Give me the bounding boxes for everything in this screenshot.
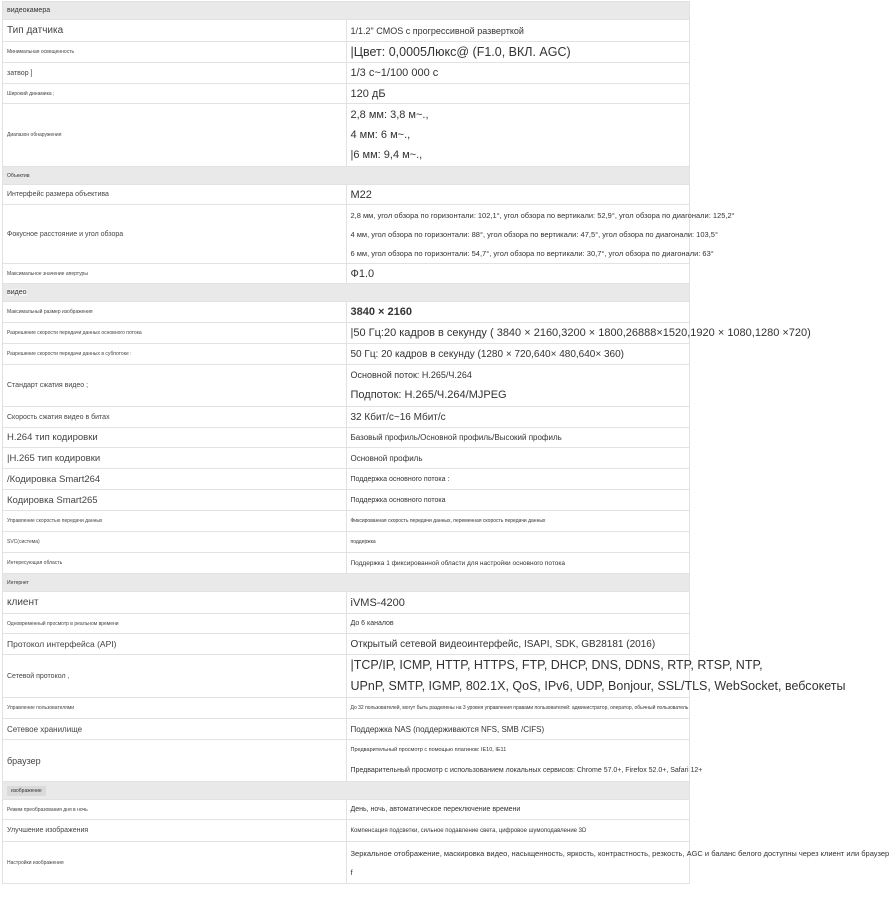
spec-key: Интерфейс размера объектива (3, 185, 347, 205)
spec-key: браузер (3, 740, 347, 782)
spec-line: |6 мм: 9,4 м~., (350, 149, 423, 161)
table-row (3, 428, 690, 448)
spec-value: Поддержка основного потока : (346, 469, 690, 490)
table-row (3, 84, 690, 104)
table-row (3, 698, 690, 719)
spec-key: Сетевой протокол , (3, 655, 347, 698)
spec-line: 2,8 мм: 3,8 м~., (350, 109, 429, 121)
spec-line: UPnP, SMTP, IGMP, 802.1X, QoS, IPv6, UDP, Bonjour, SSL/TLS, WebSocket, вебсокеты (350, 679, 846, 693)
spec-value (346, 740, 703, 782)
spec-value: Основной профиль (346, 448, 690, 469)
section-camera (3, 2, 690, 20)
spec-key: Настройки изображения (3, 842, 347, 884)
table-row (3, 185, 690, 205)
table-row (3, 655, 690, 698)
spec-value: День, ночь, автоматическое переключение времени (346, 800, 690, 820)
spec-line: Предварительный просмотр с использованием локальных сервисов: Chrome 57.0+, Firefox 52.0+, Safari 12+ (350, 766, 703, 774)
spec-line: 6 мм, угол обзора по горизонтали: 54,7°, угол обзора по вертикали: 30,7°, угол обзора по диагонали: 63° (350, 248, 714, 258)
section-title (3, 782, 690, 800)
spec-key: /Кодировка Smart264 (3, 469, 347, 490)
spec-line: Основной поток: H.265/Ч.264 (350, 369, 472, 380)
table-row (3, 614, 690, 634)
table-row (3, 469, 690, 490)
table-row (3, 365, 690, 407)
spec-key: Максимальное значение апертуры (3, 264, 347, 284)
section-image (3, 782, 690, 800)
spec-value (346, 365, 690, 407)
spec-value (346, 104, 690, 167)
spec-value: iVMS-4200 (346, 592, 690, 614)
spec-value: Ф1.0 (346, 264, 690, 284)
table-row (3, 553, 690, 574)
spec-value: 1/3 с~1/100 000 с (346, 63, 690, 84)
spec-line: |TCP/IP, ICMP, HTTP, HTTPS, FTP, DHCP, DNS, DDNS, RTP, RTSP, NTP, (350, 658, 763, 672)
spec-value: 3840 × 2160 (346, 302, 690, 323)
spec-key: клиент (3, 592, 347, 614)
table-row (3, 719, 690, 740)
section-label: изображение (7, 786, 46, 796)
spec-key: Диапазон обнаружения (3, 104, 347, 167)
spec-value: 32 Кбит/с~16 Мбит/с (346, 407, 690, 428)
section-network (3, 574, 690, 592)
spec-key: Тип датчика (3, 20, 347, 42)
spec-value: Фиксированная скорость передачи данных, переменная скорость передачи данных (346, 511, 690, 532)
table-row (3, 20, 690, 42)
table-row (3, 323, 690, 344)
spec-value: Компенсация подсветки, сильное подавление света, цифровое шумоподавление 3D (346, 820, 690, 842)
spec-value: До 6 каналов (346, 614, 690, 634)
table-row (3, 302, 690, 323)
spec-key: Широкий динамика ; (3, 84, 347, 104)
section-label: видео (7, 289, 27, 296)
spec-line: 4 мм, угол обзора по горизонтали: 88°, угол обзора по вертикали: 47,5°, угол обзора по диагонали: 103,5° (350, 229, 718, 239)
section-title: видеокамера (3, 2, 690, 20)
spec-key: SVC(система) (3, 532, 347, 553)
spec-value: Поддержка основного потока (346, 490, 690, 511)
spec-key: Разрешение скорости передачи данных основного потока (3, 323, 347, 344)
spec-value: Поддержка 1 фиксированной области для настройки основного потока (346, 553, 690, 574)
spec-key: Фокусное расстояние и угол обзора (3, 205, 347, 264)
section-lens (3, 167, 690, 185)
spec-key: Минимальная освещенность (3, 42, 347, 63)
table-row (3, 407, 690, 428)
table-row (3, 800, 690, 820)
table-row (3, 448, 690, 469)
spec-key: Максимальный размер изображения (3, 302, 347, 323)
spec-line: Подпоток: H.265/Ч.264/MJPEG (350, 388, 507, 401)
spec-value: Поддержка NAS (поддерживаются NFS, SMB /CIFS) (346, 719, 690, 740)
table-row (3, 205, 690, 264)
spec-value: |50 Гц:20 кадров в секунду ( 3840 × 2160,3200 × 1800,26888×1520,1920 × 1080,1280 ×720) (346, 323, 690, 344)
spec-value (346, 655, 846, 698)
spec-key: Одновременный просмотр в реальном времени (3, 614, 347, 634)
spec-key: затвор ] (3, 63, 347, 84)
table-row (3, 344, 690, 365)
spec-key: H.264 тип кодировки (3, 428, 347, 448)
table-row (3, 63, 690, 84)
table-row (3, 490, 690, 511)
spec-key: Сетевое хранилище (3, 719, 347, 740)
spec-key: |H.265 тип кодировки (3, 448, 347, 469)
spec-table (2, 1, 889, 884)
spec-key: Разрешение скорости передачи данных в субпотоке : (3, 344, 347, 365)
table-row (3, 740, 690, 782)
section-title (3, 284, 690, 302)
table-row (3, 104, 690, 167)
spec-key: Управление скоростью передачи данных (3, 511, 347, 532)
spec-key: Протокол интерфейса (API) (3, 634, 347, 655)
spec-line: Предварительный просмотр с помощью плагинов: IE10, IE11 (350, 746, 507, 753)
table-row (3, 634, 690, 655)
spec-key: Улучшение изображения (3, 820, 347, 842)
table-row (3, 42, 690, 63)
spec-value: 1/1.2" CMOS с прогрессивной разверткой (346, 20, 690, 42)
table-row (3, 532, 690, 553)
table-row (3, 264, 690, 284)
spec-value (346, 842, 889, 884)
section-title: Объектив (3, 167, 690, 185)
spec-key: Кодировка Smart265 (3, 490, 347, 511)
table-row (3, 511, 690, 532)
spec-key: Интересующая область (3, 553, 347, 574)
table-row (3, 842, 690, 884)
spec-key: Режим преобразования дня в ночь (3, 800, 347, 820)
spec-value (346, 205, 735, 264)
spec-value: Открытый сетевой видеоинтерфейс, ISAPI, SDK, GB28181 (2016) (346, 634, 690, 655)
spec-value: поддержка (346, 532, 690, 553)
spec-line: Зеркальное отображение, маскировка видео, насыщенность, яркость, контрастность, резкость, AGC и баланс белого доступны через клиент или браузер (350, 848, 889, 858)
spec-value: M22 (346, 185, 690, 205)
spec-line: 2,8 мм, угол обзора по горизонтали: 102,1°, угол обзора по вертикали: 52,9°, угол обзора по диагонали: 125,2° (350, 210, 735, 220)
spec-line: f (350, 867, 353, 877)
spec-value: До 32 пользователей, могут быть разделены на 3 уровня управления правами пользователей: администратор, оператор, обычный пользователь (346, 698, 690, 719)
spec-key: Скорость сжатия видео в битах (3, 407, 347, 428)
spec-value: |Цвет: 0,0005Люкс@ (F1.0, ВКЛ. AGC) (346, 42, 690, 63)
table-row (3, 592, 690, 614)
spec-value: Базовый профиль/Основной профиль/Высокий профиль (346, 428, 690, 448)
spec-key: Стандарт сжатия видео ; (3, 365, 347, 407)
section-title: Интернет (3, 574, 690, 592)
table-row (3, 820, 690, 842)
section-video (3, 284, 690, 302)
spec-value: 50 Гц: 20 кадров в секунду (1280 × 720,640× 480,640× 360) (346, 344, 690, 365)
spec-key: Управление пользователями (3, 698, 347, 719)
spec-line: 4 мм: 6 м~., (350, 129, 411, 141)
spec-value: 120 дБ (346, 84, 690, 104)
